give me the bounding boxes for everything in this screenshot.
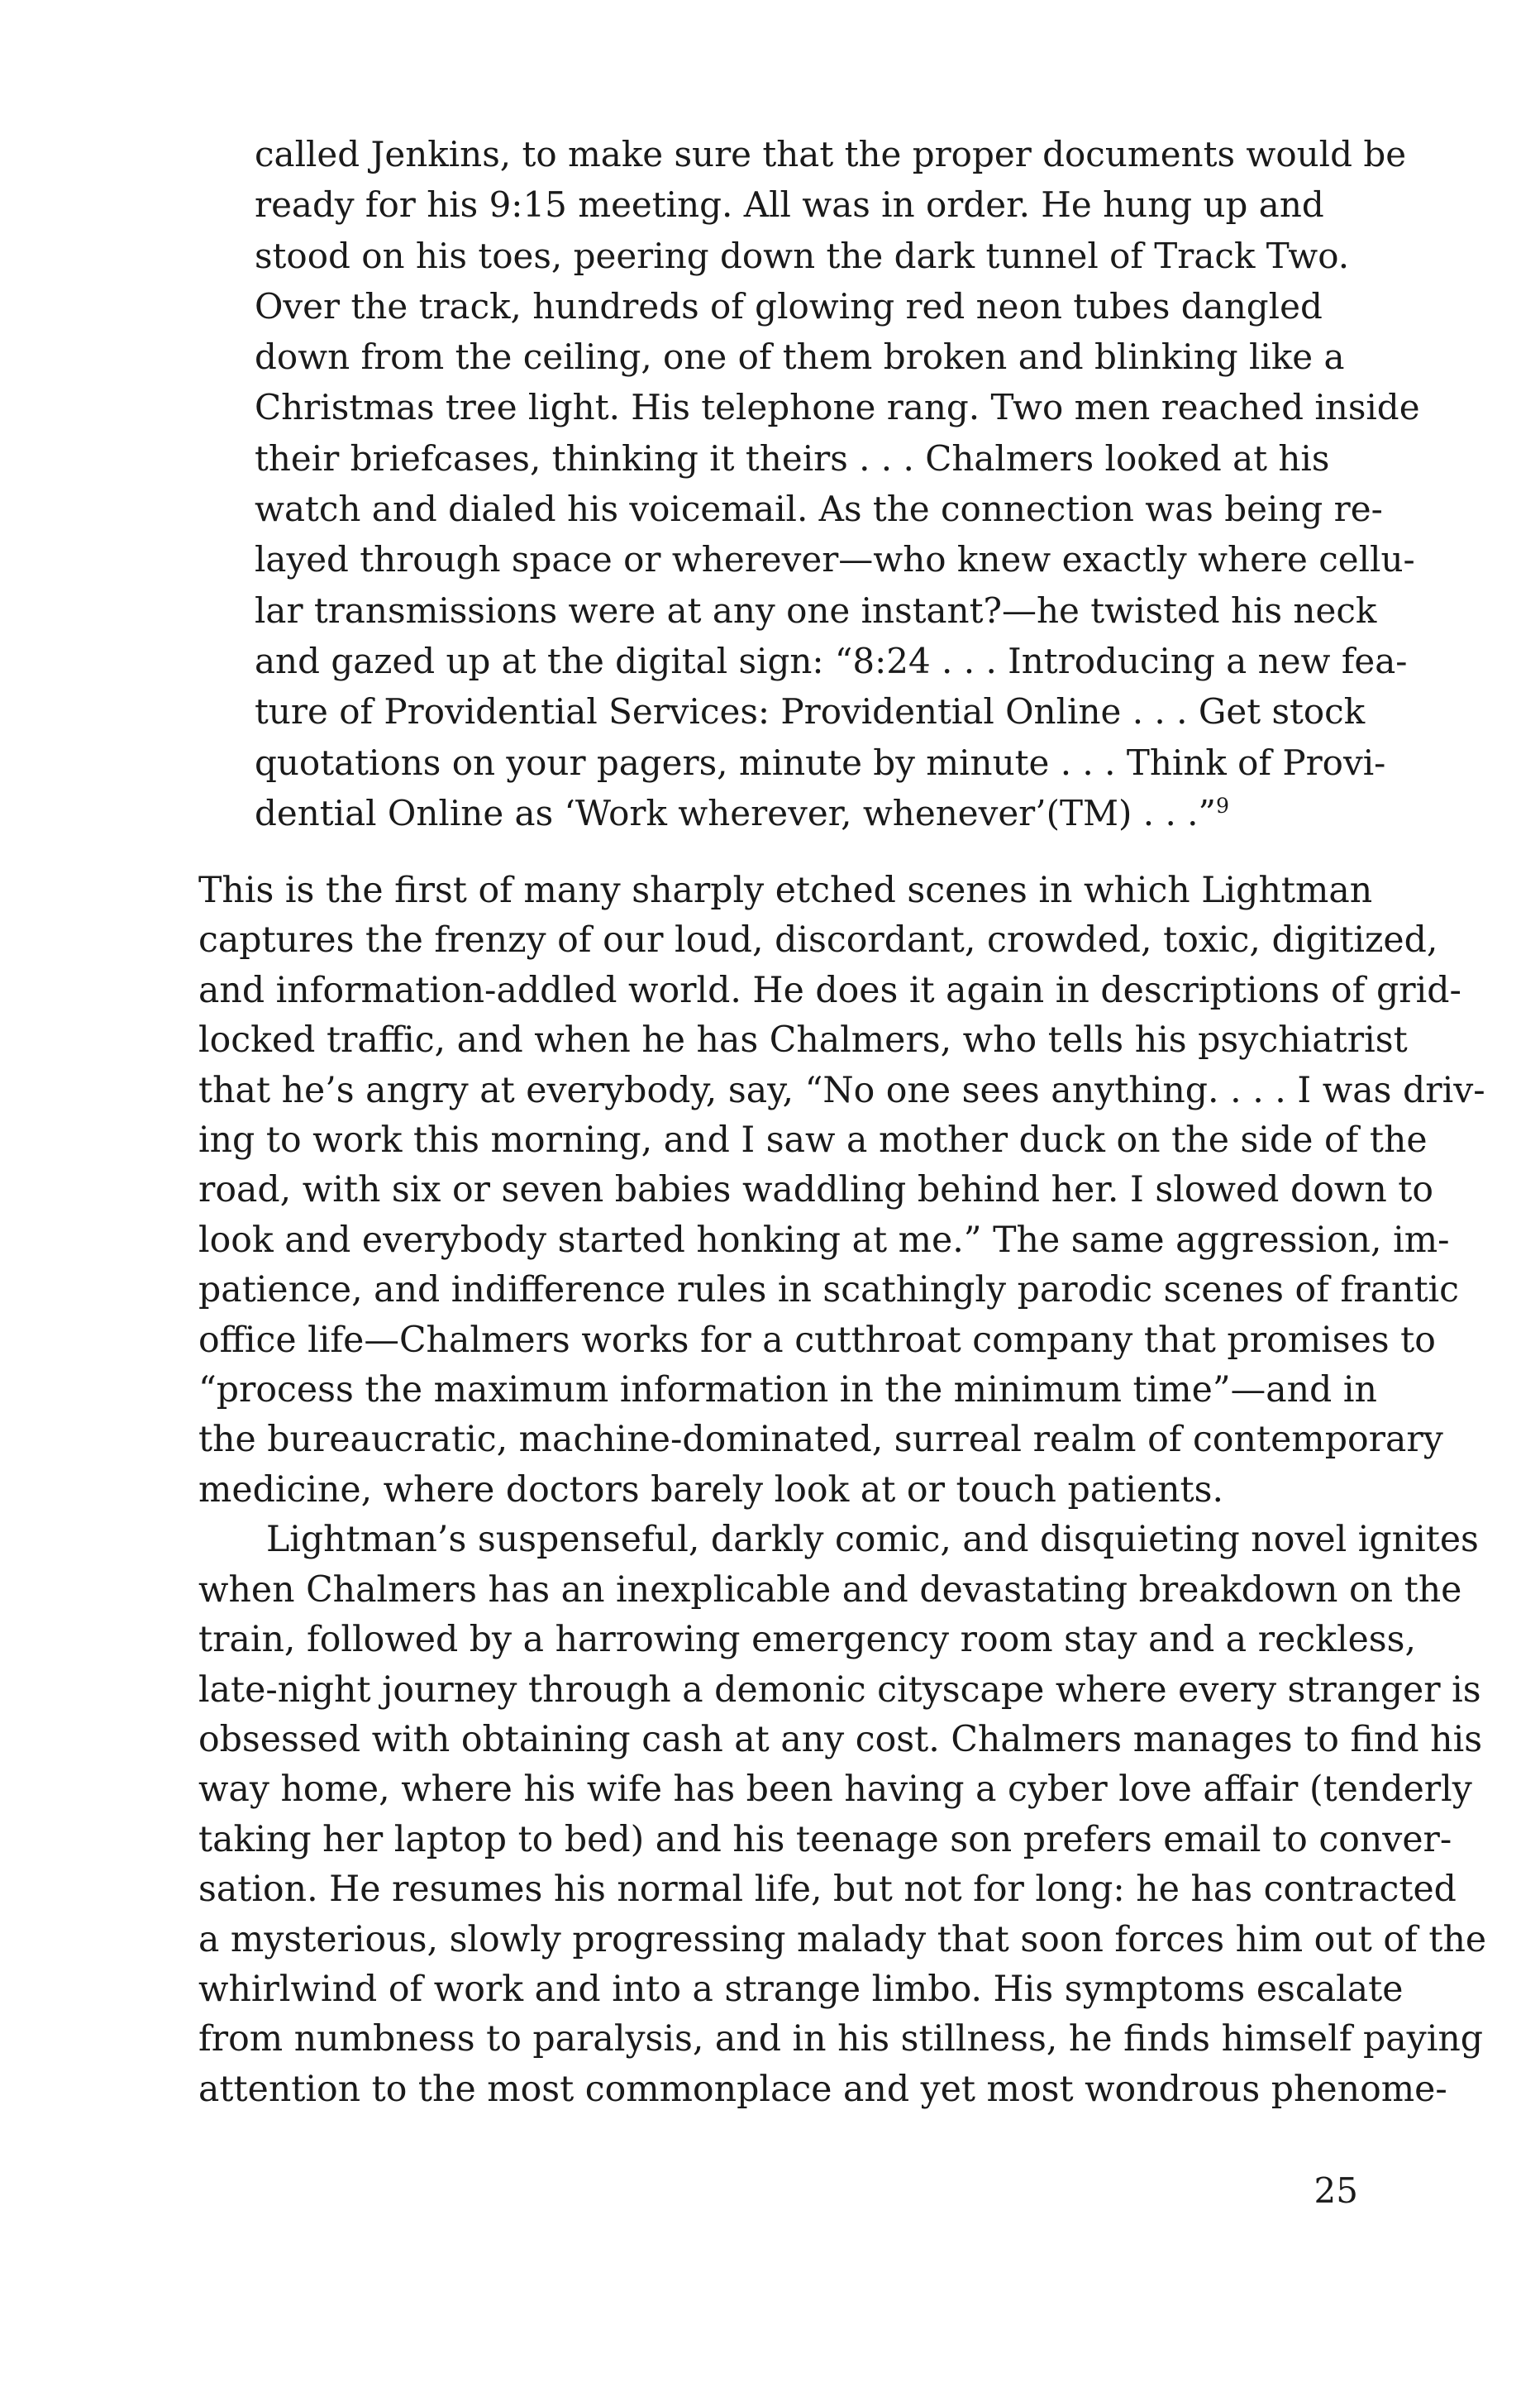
quote-line-final [255, 788, 1290, 838]
paragraph-line: locked traffic, and when he has Chalmers, who tells his psychiatrist [198, 1019, 1408, 1062]
paragraph-line: when Chalmers has an inexplicable and devastating breakdown on the [198, 1568, 1462, 1611]
paragraph-line: road, with six or seven babies waddling behind her. I slowed down to [198, 1169, 1434, 1211]
quote-line: quotations on your pagers, minute by minute . . . Think of Provi- [255, 742, 1386, 783]
paragraph-2 [198, 1515, 1487, 2114]
footnote-reference: 9 [1215, 793, 1230, 818]
paragraph-line: look and everybody started honking at me.” The same aggression, im- [198, 1219, 1450, 1261]
quote-line: their briefcases, thinking it theirs . . . Chalmers looked at his [255, 437, 1330, 479]
page-number: 25 [1314, 2170, 1358, 2211]
paragraph-line: medicine, where doctors barely look at or touch patients. [198, 1468, 1224, 1511]
quote-line: Over the track, hundreds of glowing red neon tubes dangled [255, 285, 1323, 327]
paragraph-line: train, followed by a harrowing emergency room stay and a reckless, [198, 1619, 1417, 1661]
paragraph-line: way home, where his wife has been having a cyber love affair (tenderly [198, 1769, 1472, 1811]
paragraph-line: late-night journey through a demonic cityscape where every stranger is [198, 1668, 1481, 1711]
quote-line: called Jenkins, to make sure that the proper documents would be [255, 134, 1407, 174]
paragraph-line: the bureaucratic, machine-dominated, surreal realm of contemporary [198, 1419, 1443, 1461]
quote-line: down from the ceiling, one of them broken and blinking like a [255, 337, 1345, 378]
paragraph-line: ing to work this morning, and I saw a mother duck on the side of the [198, 1119, 1428, 1162]
paragraph-line: from numbness to paralysis, and in his stillness, he finds himself paying [198, 2018, 1484, 2060]
quote-line: Christmas tree light. His telephone rang. Two men reached inside [255, 387, 1420, 428]
paragraph-line: sation. He resumes his normal life, but not for long: he has contracted [198, 1869, 1457, 1911]
paragraph-line: taking her laptop to bed) and his teenage son prefers email to conver- [198, 1818, 1452, 1860]
paragraph-line: and information-addled world. He does it again in descriptions of grid- [198, 969, 1461, 1011]
quote-line: ready for his 9:15 meeting. All was in order. He hung up and [255, 184, 1324, 226]
paragraph-line: a mysterious, slowly progressing malady that soon forces him out of the [198, 1918, 1487, 1960]
quote-line: lar transmissions were at any one instant?—he twisted his neck [255, 590, 1377, 631]
paragraph-line: whirlwind of work and into a strange limbo. His symptoms escalate [198, 1968, 1404, 2010]
quote-line-text: dential Online as ‘Work wherever, whenever’(TM) . . .” [255, 792, 1216, 833]
paragraph-line: captures the frenzy of our loud, discordant, crowded, toxic, digitized, [198, 919, 1438, 962]
quote-line: watch and dialed his voicemail. As the connection was being re- [255, 489, 1383, 530]
quote-line: stood on his toes, peering down the dark tunnel of Track Two. [255, 235, 1350, 276]
paragraph-line: This is the first of many sharply etched scenes in which Lightman [198, 870, 1373, 911]
paragraph-line: that he’s angry at everybody, say, “No one sees anything. . . . I was driv- [198, 1069, 1485, 1111]
paragraph-line: attention to the most commonplace and yet most wondrous phenome- [198, 2068, 1447, 2110]
block-quotation [255, 129, 1420, 838]
paragraph-1 [198, 866, 1485, 1515]
paragraph-line: Lightman’s suspenseful, darkly comic, and disquieting novel ignites [266, 1519, 1479, 1561]
quote-line: ture of Providential Services: Providential Online . . . Get stock [255, 691, 1366, 733]
paragraph-line: obsessed with obtaining cash at any cost. Chalmers manages to find his [198, 1718, 1483, 1760]
quote-line: layed through space or wherever—who knew exactly where cellu- [255, 539, 1415, 580]
paragraph-line: patience, and indifference rules in scathingly parodic scenes of frantic [198, 1269, 1460, 1311]
body-text [198, 866, 1487, 2114]
paragraph-line: office life—Chalmers works for a cutthroat company that promises to [198, 1319, 1436, 1361]
paragraph-line: “process the maximum information in the minimum time”—and in [198, 1369, 1377, 1411]
quote-line: and gazed up at the digital sign: “8:24 . . . Introducing a new fea- [255, 640, 1408, 681]
